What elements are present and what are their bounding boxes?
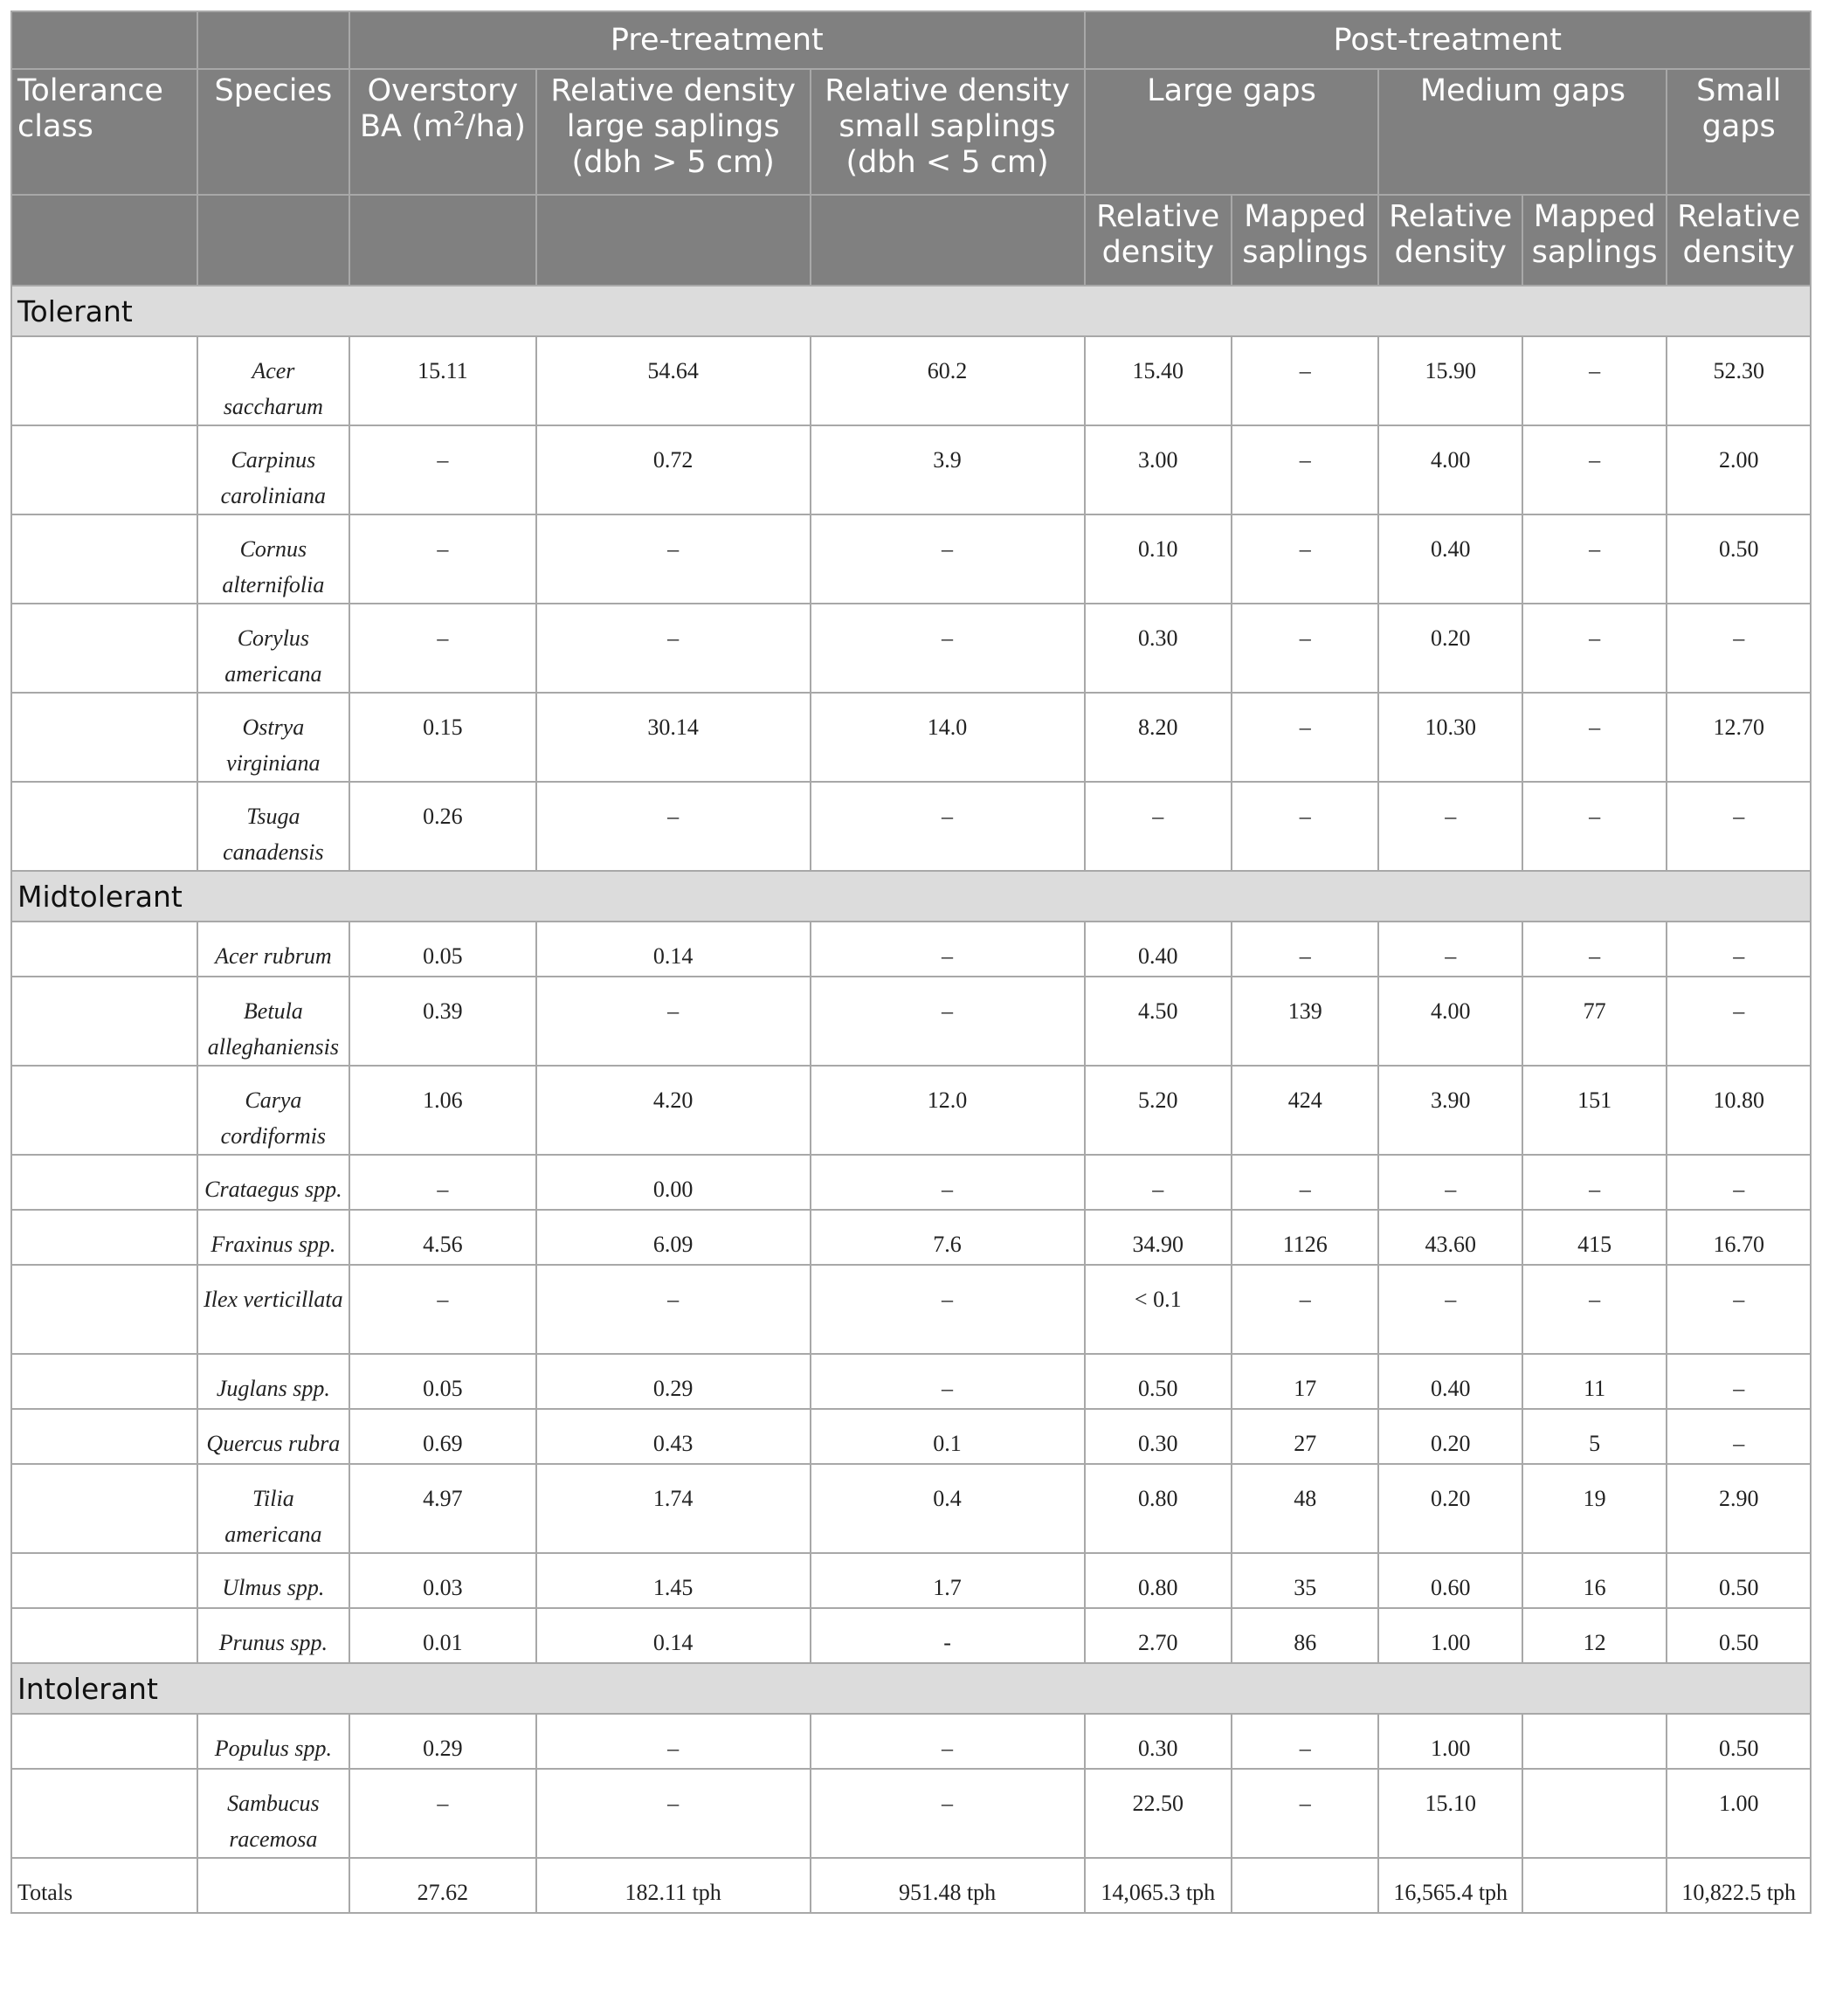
value-cell: 43.60 <box>1378 1210 1522 1265</box>
group-row <box>11 286 1811 336</box>
value-cell: < 0.1 <box>1085 1265 1232 1354</box>
species-cell: Prunus spp. <box>197 1608 350 1663</box>
value-cell: – <box>811 1155 1085 1210</box>
value-cell: 0.29 <box>349 1714 536 1769</box>
value-cell: 3.00 <box>1085 425 1232 514</box>
value-cell <box>1522 1714 1667 1769</box>
value-cell: 424 <box>1232 1066 1378 1155</box>
value-cell: – <box>1667 782 1811 871</box>
header-blank <box>811 195 1085 286</box>
header-medium-relative-density: Relative density <box>1378 195 1522 286</box>
tolerance-class-cell <box>11 1608 197 1663</box>
tolerance-class-cell <box>11 514 197 604</box>
value-cell: 19 <box>1522 1464 1667 1553</box>
value-cell: 1.00 <box>1667 1769 1811 1858</box>
value-cell: 0.69 <box>349 1409 536 1464</box>
value-cell: – <box>811 1769 1085 1858</box>
header-species: Species <box>197 69 350 195</box>
value-cell: 0.10 <box>1085 514 1232 604</box>
value-cell: 0.60 <box>1378 1553 1522 1608</box>
species-cell: Betula alleghaniensis <box>197 977 350 1066</box>
value-cell: – <box>1522 1155 1667 1210</box>
value-cell: 0.14 <box>536 1608 811 1663</box>
species-cell: Corylus americana <box>197 604 350 693</box>
value-cell: 0.15 <box>349 693 536 782</box>
value-cell: 10.80 <box>1667 1066 1811 1155</box>
value-cell: 0.43 <box>536 1409 811 1464</box>
tolerance-class-cell <box>11 1354 197 1409</box>
value-cell: 1.00 <box>1378 1608 1522 1663</box>
tolerance-class-cell <box>11 1464 197 1553</box>
value-cell: 0.30 <box>1085 1714 1232 1769</box>
table-row <box>11 1066 1811 1155</box>
value-cell: 0.05 <box>349 1354 536 1409</box>
species-cell: Quercus rubra <box>197 1409 350 1464</box>
tolerance-class-cell <box>11 922 197 977</box>
tolerance-class-cell <box>11 1409 197 1464</box>
value-cell: 4.00 <box>1378 425 1522 514</box>
table-row <box>11 1553 1811 1608</box>
value-cell: 0.50 <box>1667 514 1811 604</box>
tolerance-class-cell <box>11 1769 197 1858</box>
value-cell: 0.05 <box>349 922 536 977</box>
value-cell <box>1522 1769 1667 1858</box>
value-cell: 15.11 <box>349 336 536 425</box>
species-cell: Fraxinus spp. <box>197 1210 350 1265</box>
total-value-cell: 27.62 <box>349 1858 536 1913</box>
group-row <box>11 871 1811 922</box>
value-cell: – <box>1232 336 1378 425</box>
value-cell: – <box>811 977 1085 1066</box>
header-large-gaps: Large gaps <box>1085 69 1379 195</box>
value-cell: 2.00 <box>1667 425 1811 514</box>
value-cell: 5.20 <box>1085 1066 1232 1155</box>
value-cell: – <box>1085 1155 1232 1210</box>
header-blank <box>11 11 197 69</box>
header-tolerance-class: Tolerance class <box>11 69 197 195</box>
value-cell: – <box>1522 336 1667 425</box>
header-pre-treatment: Pre-treatment <box>349 11 1084 69</box>
value-cell: – <box>536 977 811 1066</box>
value-cell: 15.40 <box>1085 336 1232 425</box>
value-cell: – <box>811 1265 1085 1354</box>
value-cell: – <box>1232 1265 1378 1354</box>
species-cell: Acer saccharum <box>197 336 350 425</box>
value-cell: – <box>349 1155 536 1210</box>
value-cell: 48 <box>1232 1464 1378 1553</box>
table-row <box>11 336 1811 425</box>
value-cell: 0.50 <box>1085 1354 1232 1409</box>
value-cell: 54.64 <box>536 336 811 425</box>
species-cell: Sambucus racemosa <box>197 1769 350 1858</box>
value-cell: 4.56 <box>349 1210 536 1265</box>
value-cell: 139 <box>1232 977 1378 1066</box>
value-cell: 5 <box>1522 1409 1667 1464</box>
value-cell: 0.50 <box>1667 1714 1811 1769</box>
value-cell: 1.00 <box>1378 1714 1522 1769</box>
tolerance-class-cell <box>11 1714 197 1769</box>
value-cell: – <box>536 1769 811 1858</box>
value-cell: – <box>1232 1714 1378 1769</box>
tolerance-class-cell <box>11 1155 197 1210</box>
value-cell: – <box>349 604 536 693</box>
value-cell: 12.70 <box>1667 693 1811 782</box>
species-cell: Tilia americana <box>197 1464 350 1553</box>
value-cell: 0.50 <box>1667 1553 1811 1608</box>
value-cell: 0.39 <box>349 977 536 1066</box>
value-cell: 35 <box>1232 1553 1378 1608</box>
value-cell: 4.97 <box>349 1464 536 1553</box>
total-value-cell: 182.11 tph <box>536 1858 811 1913</box>
value-cell: – <box>1667 1354 1811 1409</box>
value-cell: – <box>1522 1265 1667 1354</box>
species-cell: Carya cordiformis <box>197 1066 350 1155</box>
table-row <box>11 1155 1811 1210</box>
total-value-cell: 14,065.3 tph <box>1085 1858 1232 1913</box>
tolerance-class-cell <box>11 425 197 514</box>
value-cell: 8.20 <box>1085 693 1232 782</box>
value-cell: – <box>1522 425 1667 514</box>
value-cell: 415 <box>1522 1210 1667 1265</box>
value-cell: 12 <box>1522 1608 1667 1663</box>
value-cell: – <box>811 1354 1085 1409</box>
header-large-mapped-saplings: Mapped saplings <box>1232 195 1378 286</box>
table-header <box>11 11 1811 286</box>
table-row <box>11 977 1811 1066</box>
table-row <box>11 922 1811 977</box>
value-cell: 16 <box>1522 1553 1667 1608</box>
value-cell: – <box>536 514 811 604</box>
table-body <box>11 286 1811 1913</box>
value-cell: – <box>1232 922 1378 977</box>
value-cell: - <box>811 1608 1085 1663</box>
tolerance-class-cell <box>11 1210 197 1265</box>
value-cell: 22.50 <box>1085 1769 1232 1858</box>
value-cell: 0.40 <box>1378 514 1522 604</box>
value-cell: 0.01 <box>349 1608 536 1663</box>
species-cell: Ilex verticillata <box>197 1265 350 1354</box>
tolerance-class-cell <box>11 1265 197 1354</box>
species-cell: Juglans spp. <box>197 1354 350 1409</box>
value-cell: 3.9 <box>811 425 1085 514</box>
value-cell: 2.90 <box>1667 1464 1811 1553</box>
value-cell: – <box>1378 1155 1522 1210</box>
species-density-table <box>10 10 1812 1914</box>
value-cell: 1126 <box>1232 1210 1378 1265</box>
tolerance-class-cell <box>11 782 197 871</box>
value-cell: – <box>1085 782 1232 871</box>
species-cell: Crataegus spp. <box>197 1155 350 1210</box>
table-row <box>11 782 1811 871</box>
table-row <box>11 1354 1811 1409</box>
tolerance-class-cell <box>11 977 197 1066</box>
table-row <box>11 1265 1811 1354</box>
total-value-cell: 10,822.5 tph <box>1667 1858 1811 1913</box>
table-row <box>11 1714 1811 1769</box>
table-row <box>11 1769 1811 1858</box>
value-cell: 0.30 <box>1085 1409 1232 1464</box>
value-cell: 15.10 <box>1378 1769 1522 1858</box>
species-cell: Carpinus caroliniana <box>197 425 350 514</box>
value-cell: – <box>349 1769 536 1858</box>
value-cell: 30.14 <box>536 693 811 782</box>
totals-row <box>11 1858 1811 1913</box>
value-cell: 0.20 <box>1378 1409 1522 1464</box>
value-cell: 0.40 <box>1378 1354 1522 1409</box>
species-cell: Cornus alternifolia <box>197 514 350 604</box>
value-cell: 7.6 <box>811 1210 1085 1265</box>
value-cell: – <box>1522 782 1667 871</box>
value-cell: 1.74 <box>536 1464 811 1553</box>
tolerance-class-cell <box>11 693 197 782</box>
value-cell: – <box>1667 1265 1811 1354</box>
value-cell: 60.2 <box>811 336 1085 425</box>
value-cell: 4.20 <box>536 1066 811 1155</box>
value-cell: 1.45 <box>536 1553 811 1608</box>
value-cell: 1.06 <box>349 1066 536 1155</box>
total-value-cell <box>1522 1858 1667 1913</box>
total-value-cell: 16,565.4 tph <box>1378 1858 1522 1913</box>
table-row <box>11 1464 1811 1553</box>
value-cell: – <box>811 604 1085 693</box>
value-cell: – <box>811 1714 1085 1769</box>
value-cell: 77 <box>1522 977 1667 1066</box>
value-cell: 10.30 <box>1378 693 1522 782</box>
value-cell: 14.0 <box>811 693 1085 782</box>
value-cell: – <box>349 425 536 514</box>
value-cell: 17 <box>1232 1354 1378 1409</box>
value-cell: – <box>1232 782 1378 871</box>
value-cell: 2.70 <box>1085 1608 1232 1663</box>
value-cell: – <box>1232 604 1378 693</box>
value-cell: 86 <box>1232 1608 1378 1663</box>
value-cell: 4.50 <box>1085 977 1232 1066</box>
value-cell: 0.80 <box>1085 1553 1232 1608</box>
value-cell: 0.20 <box>1378 1464 1522 1553</box>
value-cell: 0.26 <box>349 782 536 871</box>
value-cell: – <box>536 1265 811 1354</box>
species-cell: Populus spp. <box>197 1714 350 1769</box>
header-blank <box>197 11 350 69</box>
header-medium-mapped-saplings: Mapped saplings <box>1522 195 1667 286</box>
header-post-treatment: Post-treatment <box>1085 11 1812 69</box>
table-row <box>11 1210 1811 1265</box>
value-cell: – <box>1667 1409 1811 1464</box>
value-cell: – <box>1667 1155 1811 1210</box>
value-cell: – <box>536 1714 811 1769</box>
value-cell: – <box>811 922 1085 977</box>
value-cell: 1.7 <box>811 1553 1085 1608</box>
value-cell: – <box>349 1265 536 1354</box>
header-rel-density-small: Relative density small saplings (dbh < 5 cm) <box>811 69 1085 195</box>
value-cell: – <box>1232 1769 1378 1858</box>
value-cell: – <box>1667 604 1811 693</box>
header-blank <box>349 195 536 286</box>
value-cell: 12.0 <box>811 1066 1085 1155</box>
table-row <box>11 1409 1811 1464</box>
tolerance-class-label: Midtolerant <box>11 871 1811 922</box>
value-cell: – <box>1232 1155 1378 1210</box>
value-cell: – <box>1378 922 1522 977</box>
species-cell: Acer rubrum <box>197 922 350 977</box>
value-cell: – <box>1378 1265 1522 1354</box>
header-rel-density-large: Relative density large saplings (dbh > 5 cm) <box>536 69 811 195</box>
value-cell: 3.90 <box>1378 1066 1522 1155</box>
table-row <box>11 693 1811 782</box>
header-blank <box>536 195 811 286</box>
value-cell: – <box>536 782 811 871</box>
value-cell: 0.40 <box>1085 922 1232 977</box>
value-cell: 0.72 <box>536 425 811 514</box>
tolerance-class-label: Intolerant <box>11 1663 1811 1714</box>
value-cell: 15.90 <box>1378 336 1522 425</box>
value-cell: 6.09 <box>536 1210 811 1265</box>
totals-label: Totals <box>11 1858 197 1913</box>
tolerance-class-cell <box>11 1066 197 1155</box>
value-cell: 4.00 <box>1378 977 1522 1066</box>
value-cell: 0.80 <box>1085 1464 1232 1553</box>
total-value-cell <box>1232 1858 1378 1913</box>
value-cell: 34.90 <box>1085 1210 1232 1265</box>
tolerance-class-cell <box>11 336 197 425</box>
value-cell: 0.20 <box>1378 604 1522 693</box>
value-cell: – <box>1522 922 1667 977</box>
header-medium-gaps: Medium gaps <box>1378 69 1667 195</box>
value-cell: 0.00 <box>536 1155 811 1210</box>
value-cell: – <box>1667 977 1811 1066</box>
value-cell: – <box>1232 425 1378 514</box>
value-cell: 0.4 <box>811 1464 1085 1553</box>
species-cell: Tsuga canadensis <box>197 782 350 871</box>
total-value-cell: 951.48 tph <box>811 1858 1085 1913</box>
table-row <box>11 425 1811 514</box>
tolerance-class-cell <box>11 604 197 693</box>
table-row <box>11 1608 1811 1663</box>
value-cell: – <box>811 514 1085 604</box>
value-cell: 16.70 <box>1667 1210 1811 1265</box>
value-cell: 27 <box>1232 1409 1378 1464</box>
value-cell: 0.30 <box>1085 604 1232 693</box>
header-blank <box>197 195 350 286</box>
value-cell: – <box>811 782 1085 871</box>
table-row <box>11 604 1811 693</box>
value-cell: 52.30 <box>1667 336 1811 425</box>
value-cell: 151 <box>1522 1066 1667 1155</box>
value-cell: – <box>1378 782 1522 871</box>
species-cell: Ostrya virginiana <box>197 693 350 782</box>
header-small-gaps: Small gaps <box>1667 69 1811 195</box>
value-cell: – <box>349 514 536 604</box>
species-cell <box>197 1858 350 1913</box>
value-cell: 0.14 <box>536 922 811 977</box>
value-cell: – <box>1667 922 1811 977</box>
table-row <box>11 514 1811 604</box>
value-cell: 0.1 <box>811 1409 1085 1464</box>
header-small-relative-density: Relative density <box>1667 195 1811 286</box>
value-cell: – <box>1522 693 1667 782</box>
header-blank <box>11 195 197 286</box>
group-row <box>11 1663 1811 1714</box>
value-cell: 11 <box>1522 1354 1667 1409</box>
header-overstory-ba: Overstory BA $(m^2/ha)$ <box>349 69 536 195</box>
header-large-relative-density: Relative density <box>1085 195 1232 286</box>
value-cell: – <box>1232 693 1378 782</box>
species-cell: Ulmus spp. <box>197 1553 350 1608</box>
value-cell: 0.03 <box>349 1553 536 1608</box>
tolerance-class-cell <box>11 1553 197 1608</box>
value-cell: – <box>1522 604 1667 693</box>
value-cell: 0.29 <box>536 1354 811 1409</box>
value-cell: – <box>1232 514 1378 604</box>
value-cell: – <box>1522 514 1667 604</box>
value-cell: – <box>536 604 811 693</box>
value-cell: 0.50 <box>1667 1608 1811 1663</box>
tolerance-class-label: Tolerant <box>11 286 1811 336</box>
